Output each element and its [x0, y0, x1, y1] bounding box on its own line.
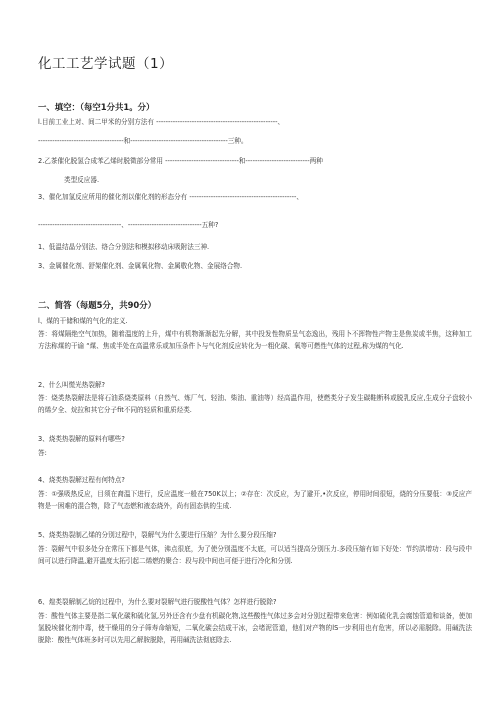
question-3-answer: 答:	[38, 449, 47, 457]
question-2-answer: 答：烧类热裂解法是将石油系烧类原料（自然气、炼厂气、轻油、柴油、重油等）经高温作用，使燃类分子发生碳鞋断科或脱乳反应,生成分子盘较小的烯夕全、烷拉和其它分子fit不同的轻质和重质烃类.	[38, 394, 472, 415]
question-2-title: 2、什么叫慌光热裂解?	[38, 381, 106, 389]
section-2-heading: 二、简答（每题5分，共90分）	[38, 300, 156, 310]
fill-line-2: ------------------------------------和-----------------------------------------三种。	[38, 137, 248, 145]
question-5-title: 5、烧类热裂制乙烯的分别过程中，裂解气为什么要进行压缩？为什么要分段压缩?	[38, 531, 277, 539]
section-1-heading: 一、填空：（每空1分共1。分）	[38, 102, 155, 112]
answer-line-3: 3、金属催化剂、舒架催化剂、金属氧化物、金属敬化物、金展络合物.	[38, 262, 243, 270]
fill-line-5: 3、催化加氢反应所用的催化剂以催化剂的形态分有 ---------------------------------------------、	[38, 193, 304, 201]
question-3-title: 3、烧类热裂解的原料有哪些?	[38, 435, 125, 443]
fill-line-1: l.目前工业上对、间二甲米的分别方法有 ---------------------------------------------------、	[38, 118, 285, 126]
question-4-title: 4、烧类热裂解过程有何特点?	[38, 476, 125, 484]
fill-line-4: 类型反应器.	[64, 176, 100, 184]
page-title: 化工工艺学试题（1）	[38, 56, 174, 72]
question-1-answer: 答：将煤隔绝空气加热，随着温度的上升，煤中有机物渐渐起先分解，其中投发性物质呈气态逸出，残用卜不挥物性产物主是焦炭或半焦，这种加工方法称煤的干谕 “煤、焦或半处在高温常乐或加压条件卜与气化剂反应转化为一粗化碳、氧等可燃性气体的过程,称为煤的气化.	[38, 330, 472, 351]
question-5-answer: 答：裂解气中很多处分在常压下都是气体，沸点很底，为了使分別温度不太底，可以适当提高分别压力.多段压缩有如下好处：节约洪增功：段与段中间可以进行降温,避开温度太拓引起二烯燃的聚合：段与段中间也可便于进行冷化和分别.	[38, 545, 472, 566]
question-6-answer: 答：酸性气体主要是指二氧化碳和硫化氢,另外还含有少盘有机碳化物,这些酸性气体过多会对分别过程带来危害：例如硫化乳会腐蚀管道和谈备，使加氢脱埃催化剂中毒，使干燥用的分子筛寿命缩短，二氧化碳会结成干冰，会堵泥管道，他们对产物的lS一步利用也有危害，所以必需脱除。用碱洗法脱除：酸性气体班多时可以先用乙解胺脱除，再用碱洗法彻底除去.	[38, 612, 472, 645]
fill-line-3: 2.乙茶催化脱氢合成苯乙烯时脱徵部分常用 -------------------------------和---------------------------两种	[38, 157, 323, 165]
answer-line-1: 1、低温结晶分别法、络合分别法和模拟移动床吸附法三神.	[38, 243, 210, 251]
question-4-answer: 答：①强吸热反应，目须在裔温下进行，反应温度一般在750K以上；②存在：次反应，为了避开,•次反应，停用时间很短，烧的分压要低：③反应产物是一困难的混合物，除了气态燃和液态烧外，尚有固态供的生成.	[38, 490, 472, 511]
question-1-title: l、煤的干储和煤的气化的定义.	[38, 317, 128, 325]
fill-line-6: -----------------------------------、-------------------------------五种?	[38, 221, 219, 229]
question-6-title: 6、煌类裂解制乙烷的过程中，为什么要对裂解气进行脱酸性气体？怎样进行脱除?	[38, 598, 277, 606]
